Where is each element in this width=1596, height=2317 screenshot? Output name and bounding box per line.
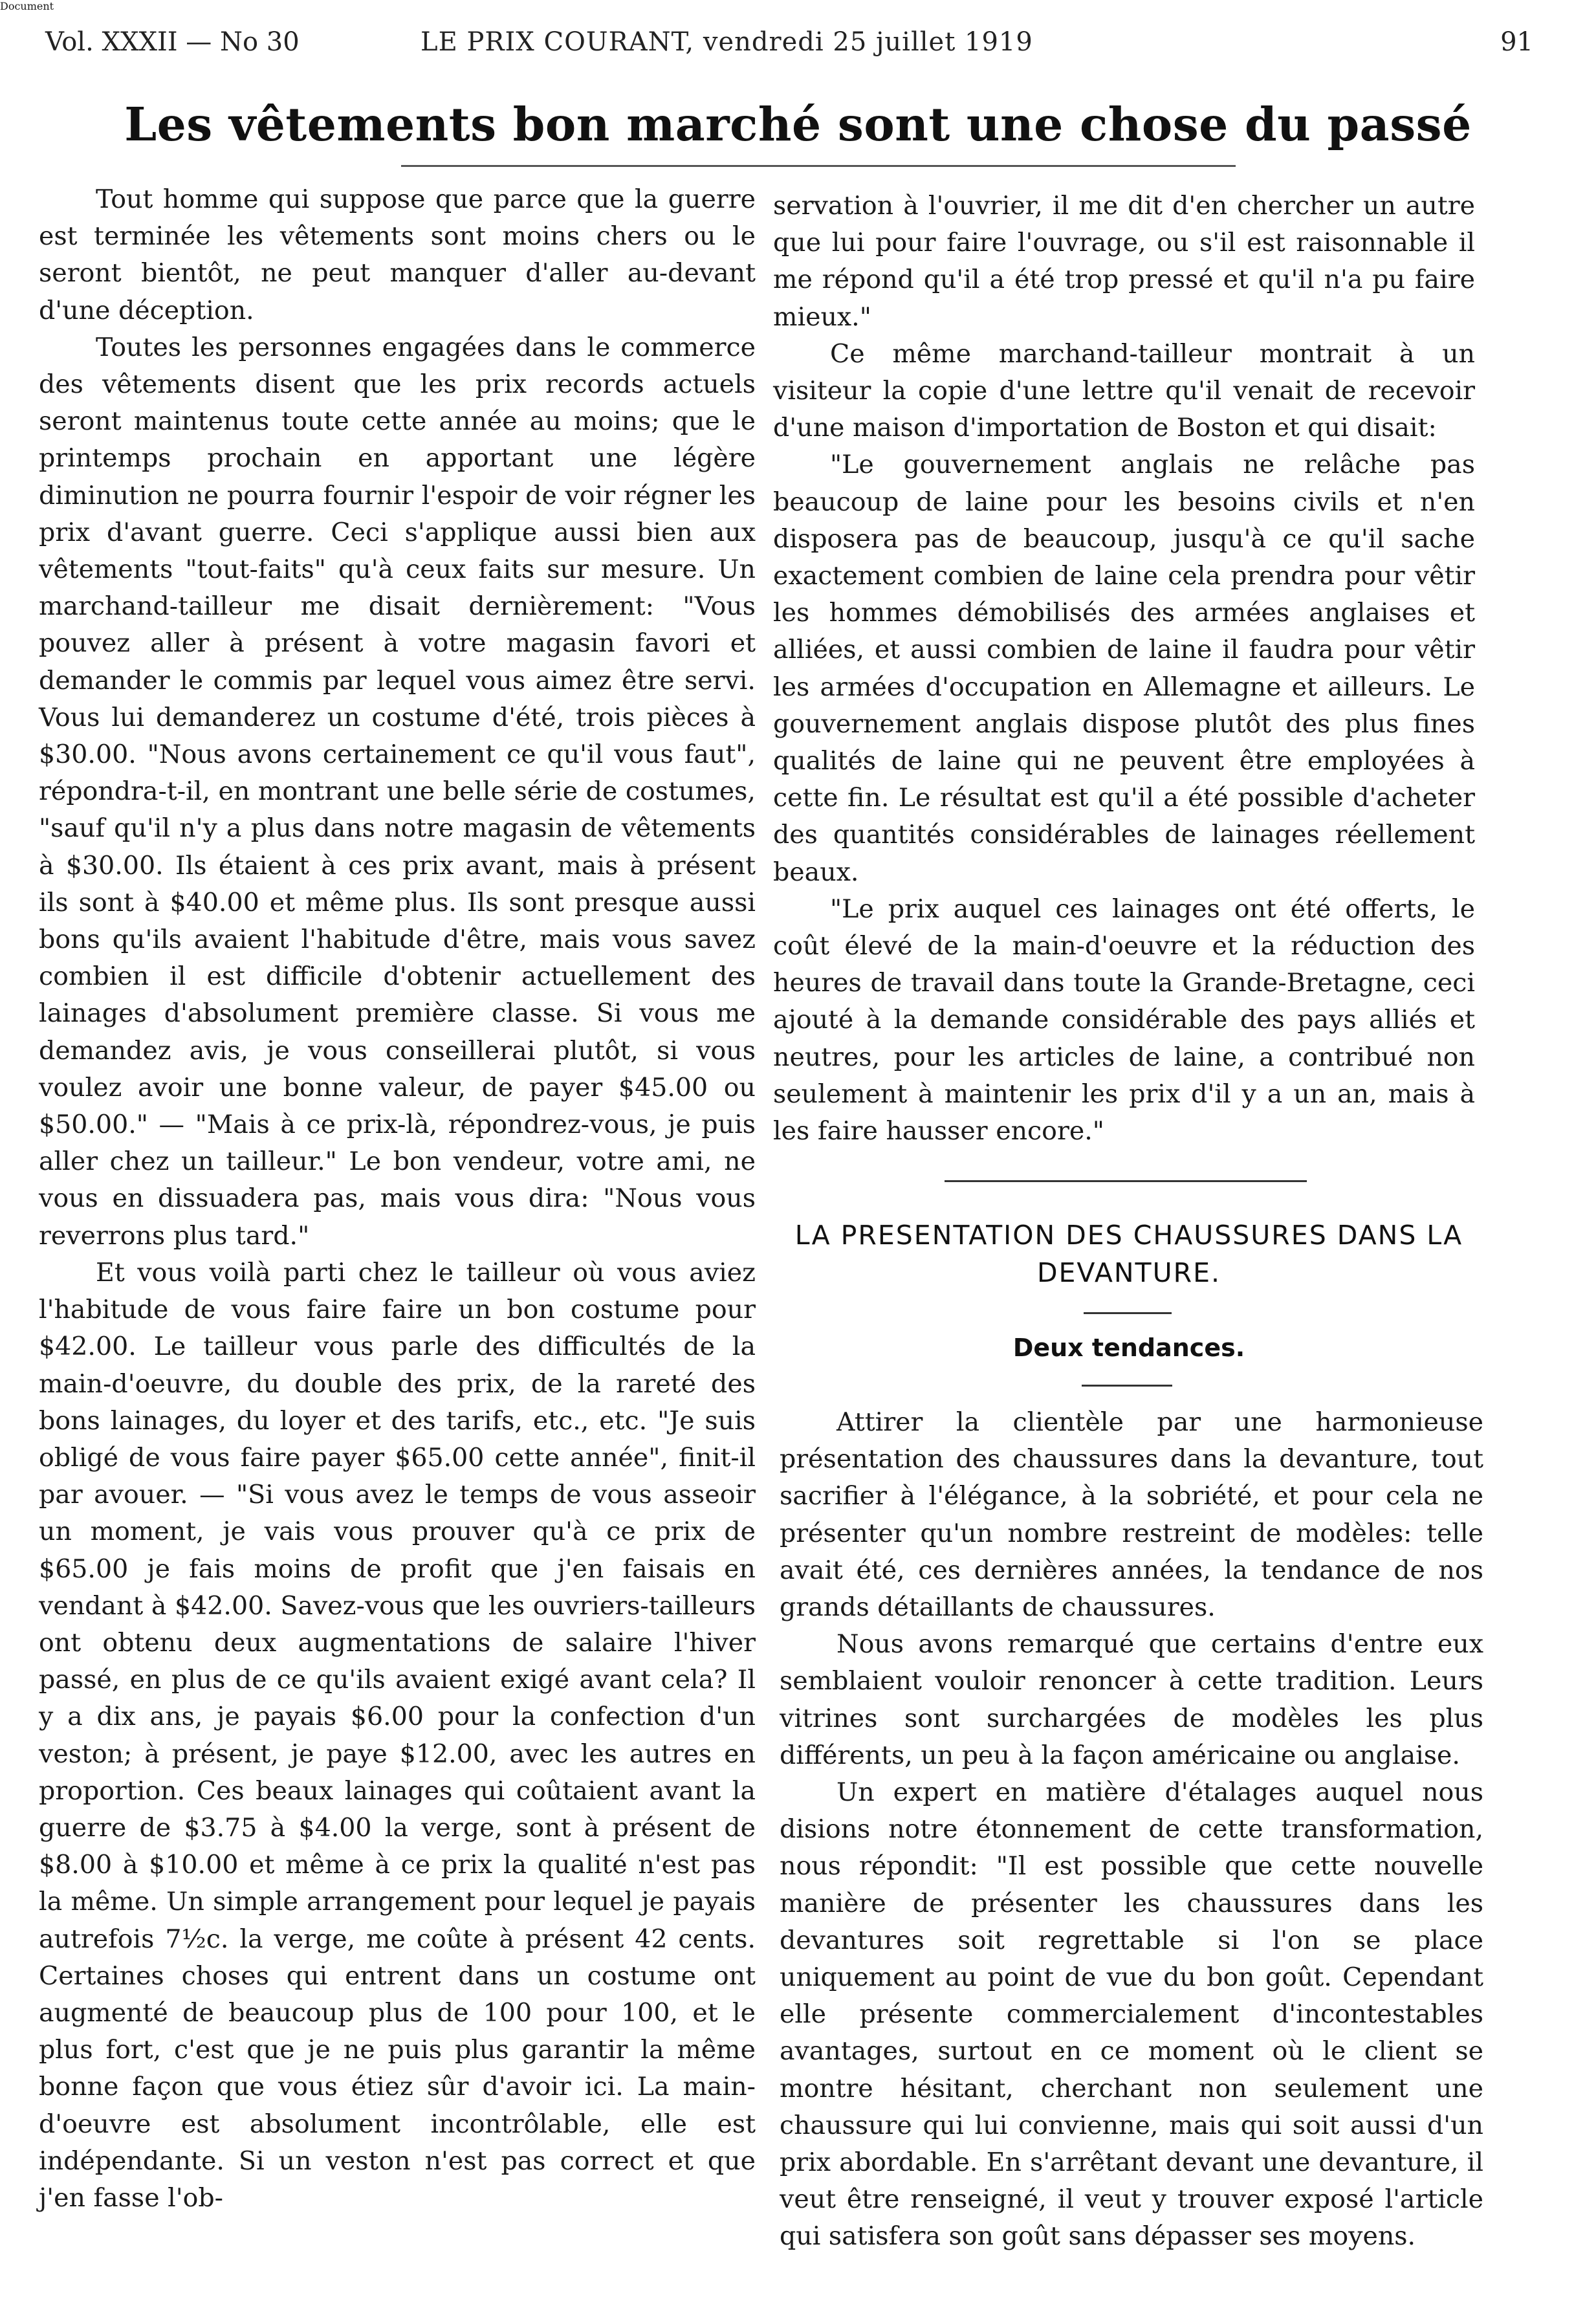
title-rule — [401, 165, 1236, 167]
page-header — [45, 27, 1533, 66]
article-column-left — [39, 181, 756, 2217]
paragraph: "Le prix auquel ces lainages ont été offerts, le coût élevé de la main-d'oeuvre et la réduction des heures de travail dans toute la Grande-Bretagne, ceci ajouté à la demande considérable des pays alliés et neutres, pour les articles de laine, a contribué non seulement à maintenir les prix d'il y a un an, mais à les faire hausser encore." — [773, 894, 1475, 1147]
paragraph: Nous avons remarqué que certains d'entre eux semblaient vouloir renoncer à cette tradition. Leurs vitrines sont surchargées de modèles les plus différents, un peu à la façon américaine ou anglaise. — [780, 1629, 1483, 1770]
paragraph: Tout homme qui suppose que parce que la guerre est terminée les vêtements sont moins chers ou le seront bientôt, ne peut manquer d'aller au-devant d'une déception. — [39, 184, 756, 325]
heading-rule — [1084, 1312, 1172, 1314]
paragraph: Attirer la clientèle par une harmonieuse présentation des chaussures dans la devanture, tout sacrifier à l'élégance, à la sobriété, et pour cela ne présenter qu'un nombre restreint de modèles: telle avait été, ces dernières années, la tendance de nos grands détaillants de chaussures. — [780, 1407, 1483, 1623]
paragraph: "Le gouvernement anglais ne relâche pas beaucoup de laine pour les besoins civils et n'en disposera pas de beaucoup, jusqu'à ce qu'il sache exactement combien de laine cela prendra pour vêtir les hommes démobilisés des armées anglaises et alliées, et aussi combien de laine il faudra pour vêtir les armées d'occupation en Allemagne et ailleurs. Le gouvernement anglais dispose plutôt des plus fines qualités de laine qui ne peuvent être employées à cette fin. Le résultat est qu'il a été possible d'acheter des quantités considérables de lainages réellement beaux. — [773, 450, 1475, 887]
section-divider — [945, 1180, 1307, 1182]
paragraph: servation à l'ouvrier, il me dit d'en chercher un autre que lui pour faire l'ouvrage, ou s'il est raisonnable il me répond qu'il a été trop pressé et qu'il n'a pu faire mieux." — [773, 191, 1475, 332]
paragraph: Toutes les personnes engagées dans le commerce des vêtements disent que les prix records actuels seront maintenus toute cette année au moins; que le printemps prochain en apportant une légère diminution ne pourra fournir l'espoir de voir régner les prix d'avant guerre. Ceci s'applique aussi bien aux vêtements "tout-faits" qu'à ceux faits sur mesure. Un marchand-tailleur me disait dernièrement: "Vous pouvez aller à présent à votre magasin favori et demander le commis par lequel vous aimez être servi. Vous lui demanderez un costume d'été, trois pièces à $30.00. "Nous avons certainement ce qu'il vous faut", répondra-t-il, en montrant une belle série de costumes, "sauf qu'il n'y a plus dans notre magasin de vêtements à $30.00. Ils étaient à ces prix avant, mais à présent ils sont à $40.00 et même plus. Ils sont presque aussi bons qu'ils avaient l'habitude d'être, mais vous savez combien il est difficile d'obtenir actuellement des lainages d'absolument première classe. Si vous me demandez avis, je vous conseillerai plutôt, si vous voulez avoir une bonne valeur, de payer $45.00 ou $50.00." — "Mais à ce prix-là, répondrez-vous, je puis aller chez un tailleur." Le bon vendeur, votre ami, ne vous en dissuadera pas, mais vous dira: "Nous vous reverrons plus tard." — [39, 332, 756, 1251]
article-title: Les vêtements bon marché sont une chose du passé — [124, 97, 1472, 151]
paragraph: Ce même marchand-tailleur montrait à un visiteur la copie d'une lettre qu'il venait de recevoir d'une maison d'importation de Boston et qui disait: — [773, 338, 1475, 443]
page-number: 91 — [1500, 27, 1533, 57]
article-column-right — [773, 188, 1475, 1150]
subheading-rule — [1082, 1385, 1172, 1387]
section-heading: LA PRESENTATION DES CHAUSSURES DANS LA DEVANTURE. — [794, 1220, 1463, 1288]
volume-number: Vol. XXXII — No 30 — [45, 27, 300, 57]
paragraph: Et vous voilà parti chez le tailleur où vous aviez l'habitude de vous faire faire un bon costume pour $42.00. Le tailleur vous parle des difficultés de la main-d'oeuvre, du double des prix, de la rareté des bons lainages, du loyer et des tarifs, etc., etc. "Je suis obligé de vous faire payer $65.00 cette année", finit-il par avouer. — "Si vous avez le temps de vous asseoir un moment, je vais vous prouver qu'à ce prix de $65.00 je fais moins de profit que j'en faisais en vendant à $42.00. Savez-vous que les ouvriers-tailleurs ont obtenu deux augmentations de salaire l'hiver passé, en plus de ce qu'ils avaient exigé avant cela? Il y a dix ans, je payais $6.00 pour la confection d'un veston; à présent, je paye $12.00, avec les autres en proportion. Ces beaux lainages qui coûtaient avant la guerre de $3.75 à $4.00 la verge, sont à présent de $8.00 à $10.00 et même à ce prix la qualité n'est pas la même. Un simple arrangement pour lequel je payais autrefois 7½c. la verge, me coûte à présent 42 cents. Certaines choses qui entrent dans un costume ont augmenté de beaucoup plus de 100 pour 100, et le plus fort, c'est que je ne puis plus garantir la même bonne façon que vous étiez sûr d'avoir ici. La main-d'oeuvre est absolument incontrôlable, elle est indépendante. Si un veston n'est pas correct et que j'en fasse l'ob- — [39, 1257, 756, 2213]
section-body — [780, 1404, 1483, 2256]
masthead: LE PRIX COURANT, vendredi 25 juillet 1919 — [421, 27, 1033, 57]
section-subheading: Deux tendances. — [1012, 1334, 1245, 1362]
paragraph: Un expert en matière d'étalages auquel nous disions notre étonnement de cette transformation, nous répondit: "Il est possible que cette nouvelle manière de présenter les chaussures dans les devantures soit regrettable si l'on se place uniquement au point de vue du bon goût. Cependant elle présente commercialement d'incontestables avantages, surtout en ce moment où le client se montre hésitant, cherchant non seulement une chaussure qui lui convienne, mais qui soit aussi d'un prix abordable. En s'arrêtant devant une devanture, il veut être renseigné, il veut y trouver exposé l'article qui satisfera son goût sans dépasser ses moyens. — [780, 1777, 1483, 2252]
